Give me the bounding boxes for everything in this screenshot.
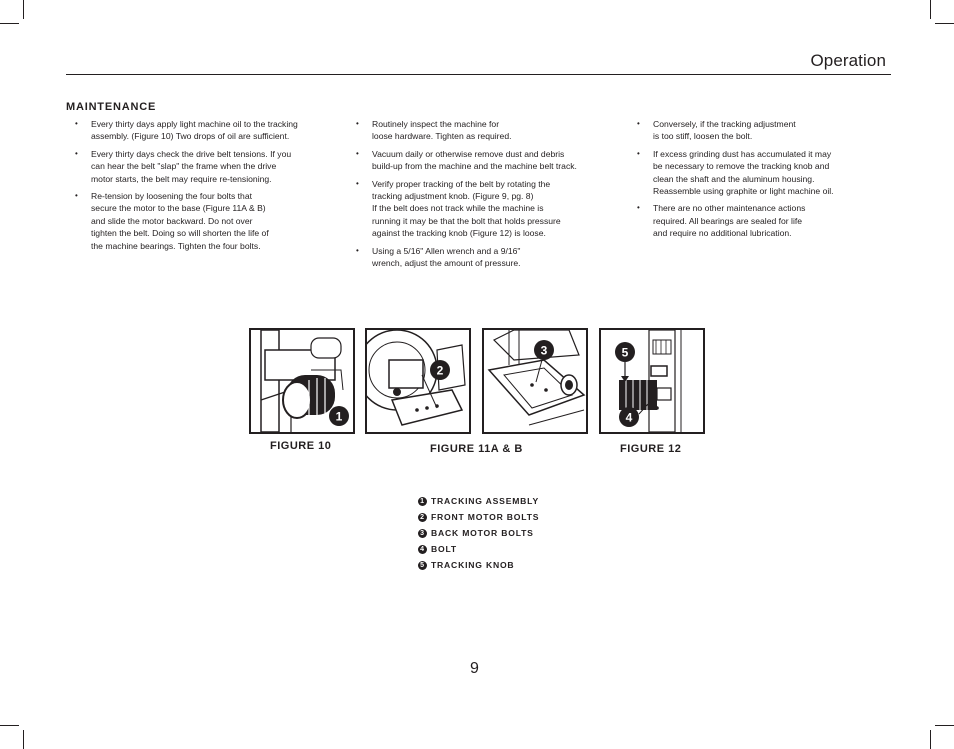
crop-mark <box>935 725 954 726</box>
legend-item <box>418 557 539 573</box>
text-column-1 <box>66 118 316 257</box>
legend-label: TRACKING KNOB <box>431 560 515 570</box>
list-item: • Vacuum daily or otherwise remove dust and debris build-up from the machine and the machine belt track. <box>347 148 597 173</box>
crop-mark <box>935 23 954 24</box>
legend-number-badge: 2 <box>418 513 427 522</box>
legend-number-badge: 3 <box>418 529 427 538</box>
list-item: • Routinely inspect the machine for loose hardware. Tighten as required. <box>347 118 597 143</box>
callout-5: 5 <box>621 345 629 360</box>
callout-3: 3 <box>540 343 548 358</box>
tracking-knob-bolt-illustration <box>601 330 703 432</box>
list-item: • Using a 5/16" Allen wrench and a 9/16" wrench, adjust the amount of pressure. <box>347 245 597 270</box>
legend-item <box>418 541 539 557</box>
legend-label: FRONT MOTOR BOLTS <box>431 512 540 522</box>
front-motor-bolts-illustration <box>367 330 469 432</box>
crop-mark <box>23 0 24 19</box>
text-column-3 <box>628 118 878 245</box>
list-item: • If excess grinding dust has accumulated it may be necessary to remove the tracking knob and clean the shaft and the aluminum housing. Reassemble using graphite or light machine oil. <box>628 148 878 198</box>
figure-11b-image <box>482 328 588 434</box>
page-number: 9 <box>470 660 479 677</box>
callout-1: 1 <box>335 409 343 424</box>
figure-12-caption: FIGURE 12 <box>620 443 682 455</box>
bullet-list <box>66 118 316 252</box>
crop-mark <box>0 725 19 726</box>
callout-4: 4 <box>625 410 633 425</box>
list-item: • Every thirty days check the drive belt tensions. If you can hear the belt "slap" the frame when the drive motor starts, the belt may require re-tensioning. <box>66 148 316 185</box>
legend-item <box>418 525 539 541</box>
figure-11-caption: FIGURE 11A & B <box>430 443 523 455</box>
legend-number-badge: 4 <box>418 545 427 554</box>
tracking-assembly-illustration <box>251 330 353 432</box>
figure-11a-image <box>365 328 471 434</box>
callout-2: 2 <box>436 363 444 378</box>
figure-legend <box>418 493 539 573</box>
text-column-2 <box>347 118 597 274</box>
crop-mark <box>23 730 24 749</box>
legend-label: TRACKING ASSEMBLY <box>431 496 539 506</box>
crop-mark <box>930 0 931 19</box>
list-item: • Every thirty days apply light machine oil to the tracking assembly. (Figure 10) Two drops of oil are sufficient. <box>66 118 316 143</box>
list-item: • Re-tension by loosening the four bolts that secure the motor to the base (Figure 11A & B) and slide the motor backward. Do not over tighten the belt. Doing so will shorten the life of the machine bearings. Tighten the four bolts. <box>66 190 316 252</box>
legend-label: BOLT <box>431 544 457 554</box>
legend-item <box>418 493 539 509</box>
bullet-list <box>628 118 878 240</box>
bullet-list <box>347 118 597 269</box>
legend-item <box>418 509 539 525</box>
list-item: • There are no other maintenance actions required. All bearings are sealed for life and require no additional lubrication. <box>628 202 878 239</box>
legend-number-badge: 5 <box>418 561 427 570</box>
figure-10-image <box>249 328 355 434</box>
list-item: • Verify proper tracking of the belt by rotating the tracking adjustment knob. (Figure 9, pg. 8) If the belt does not track while the machine is running it may be that the bolt that holds pressure against the tracking knob (Figure 12) is loose. <box>347 178 597 240</box>
page-header-title: Operation <box>810 51 886 70</box>
list-item: • Conversely, if the tracking adjustment is too stiff, loosen the bolt. <box>628 118 878 143</box>
back-motor-bolts-illustration <box>484 330 586 432</box>
header-rule <box>66 74 891 75</box>
legend-number-badge: 1 <box>418 497 427 506</box>
crop-mark <box>0 23 19 24</box>
crop-mark <box>930 730 931 749</box>
figure-10-caption: FIGURE 10 <box>270 440 332 452</box>
legend-label: BACK MOTOR BOLTS <box>431 528 534 538</box>
section-title: MAINTENANCE <box>66 101 157 113</box>
figure-12-image <box>599 328 705 434</box>
